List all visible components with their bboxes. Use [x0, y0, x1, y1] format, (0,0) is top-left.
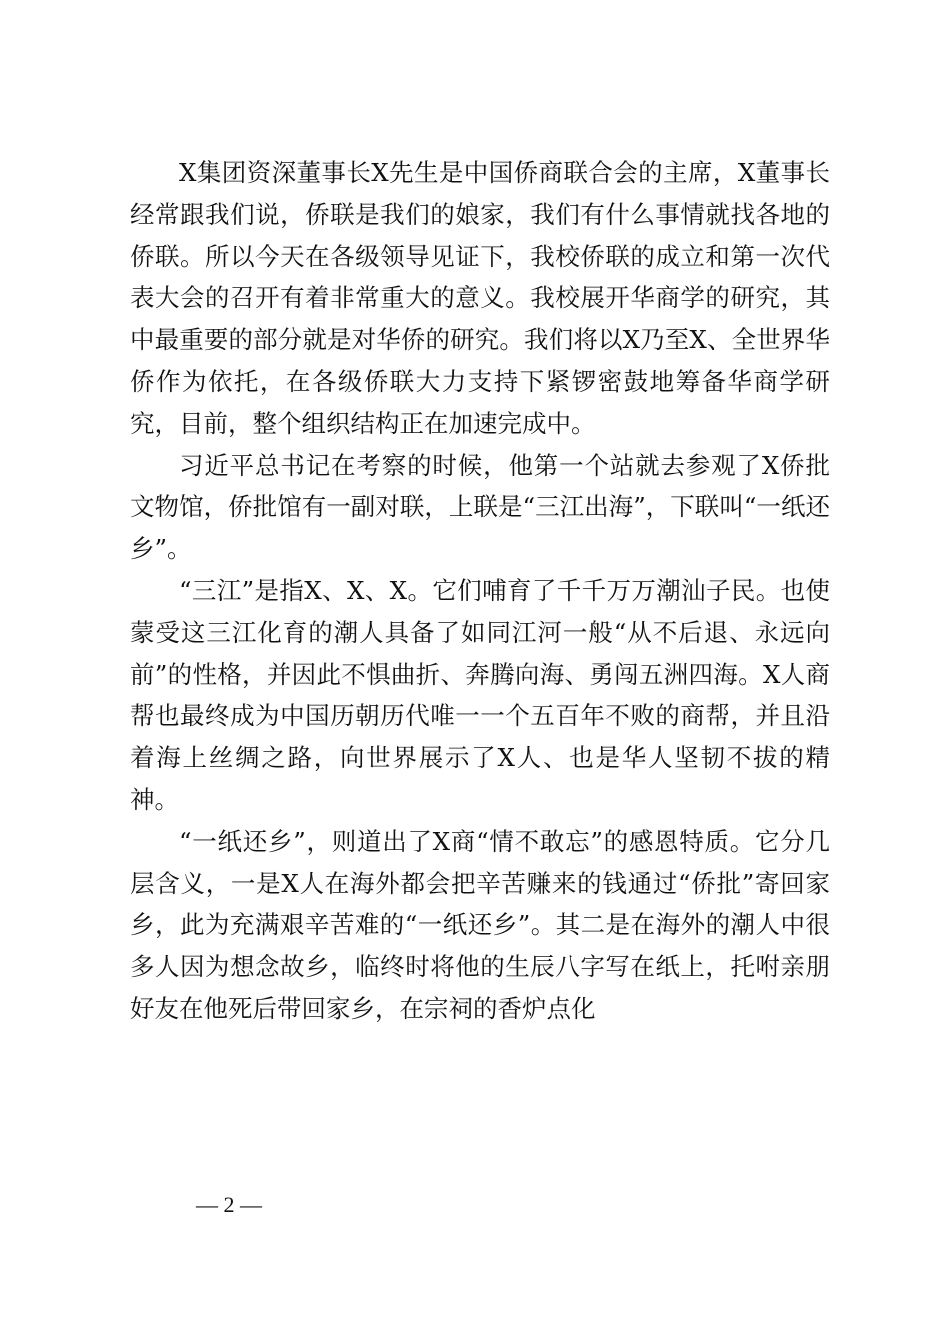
- paragraph-1: X集团资深董事长X先生是中国侨商联合会的主席，X董事长经常跟我们说，侨联是我们的娘家，我们有什么事情就找各地的侨联。所以今天在各级领导见证下，我校侨联的成立和第一次代表大会的召开有着非常重大的意义。我校展开华商学的研究，其中最重要的部分就是对华侨的研究。我们将以X乃至X、全世界华侨作为依托，在各级侨联大力支持下紧锣密鼓地筹备华商学研究，目前，整个组织结构正在加速完成中。: [130, 158, 830, 438]
- paragraph-2: 习近平总书记在考察的时候，他第一个站就去参观了X侨批文物馆，侨批馆有一副对联，上联是“三江出海”，下联叫“一纸还乡”。: [130, 450, 830, 564]
- page-number: — 2 —: [196, 1192, 262, 1217]
- paragraph-4: “一纸还乡”，则道出了X商“情不敢忘”的感恩特质。它分几层含义，一是X人在海外都会把辛苦赚来的钱通过“侨批”寄回家乡，此为充满艰辛苦难的“一纸还乡”。其二是在海外的潮人中很多人因为想念故乡，临终时将他的生辰八字写在纸上，托咐亲朋好友在他死后带回家乡，在宗祠的香炉点化: [130, 826, 830, 1023]
- document-body: [130, 152, 830, 1030]
- paragraph-3: “三江”是指X、X、X。它们哺育了千千万万潮汕子民。也使蒙受这三江化育的潮人具备了如同江河一般“从不后退、永远向前”的性格，并因此不惧曲折、奔腾向海、勇闯五洲四海。X人商帮也最终成为中国历朝历代唯一一个五百年不败的商帮，并且沿着海上丝绸之路，向世界展示了X人、也是华人坚韧不拔的精神。: [130, 575, 830, 814]
